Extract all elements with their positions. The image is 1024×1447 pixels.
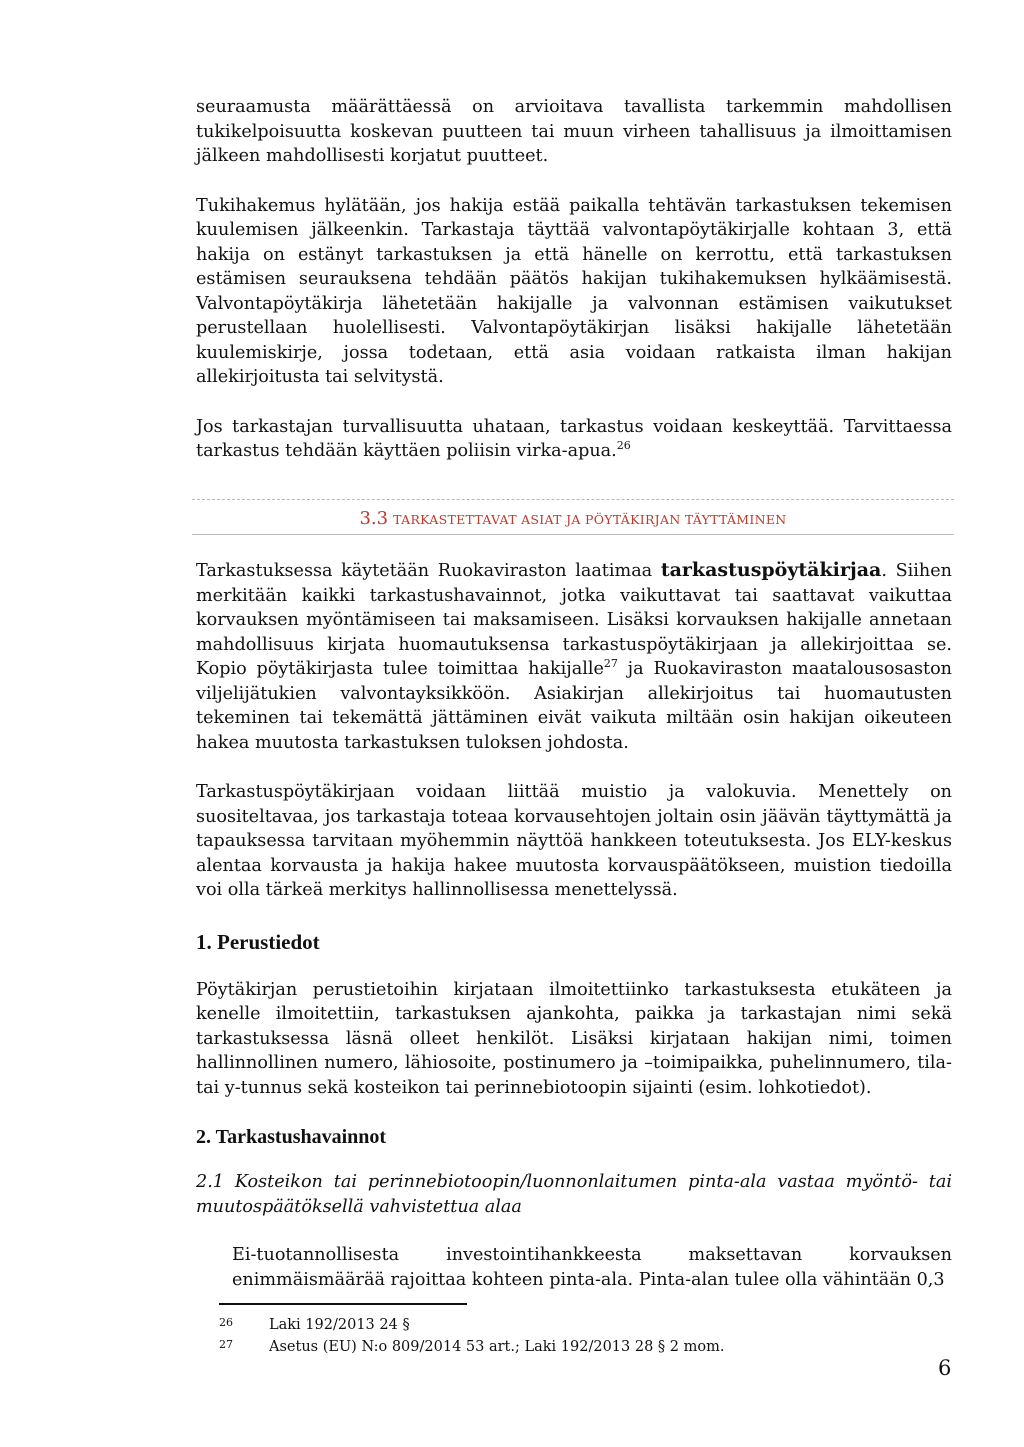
footnote-text: Laki 192/2013 24 §: [269, 1317, 410, 1333]
section-number: 3.3: [359, 508, 389, 529]
paragraph-4-text-c: ja Ruokaviraston maatalousosaston viljelijätukien valvontayksikköön. Asiakirjan allekirjoitus tai huomautusten tekeminen tai tekemättä jättäminen eivät vaikuta miltään osin hakijan oikeuteen hakea muutosta tarkastuksen tuloksen johdosta.: [196, 659, 952, 753]
paragraph-4-text-a: Tarkastuksessa käytetään Ruokaviraston laatimaa: [196, 561, 661, 581]
subheading-2-1: 2.1 Kosteikon tai perinnebiotoopin/luonnonlaitumen pinta-ala vastaa myöntö- tai muutospäätöksellä vahvistettua alaa: [196, 1172, 952, 1217]
paragraph-2: Tukihakemus hylätään, jos hakija estää paikalla tehtävän tarkastuksen tekemisen kuulemisen jälkeenkin. Tarkastaja täyttää valvontapöytäkirjalle kohtaan 3, että hakija on estänyt tarkastuksen ja että hänelle on kerrottu, että tarkastuksen estämisen seurauksena tehdään päätös hakijan tukihakemuksen hylkäämisestä. Valvontapöytäkirja lähetetään hakijalle ja valvonnan estämisen vaikutukset perustellaan huolellisesti. Valvontapöytäkirjan lisäksi hakijalle lähetetään kuulemiskirje, jossa todetaan, että asia voidaan ratkaista ilman hakijan allekirjoitusta tai selvitystä.: [196, 195, 952, 387]
paragraph-1: seuraamusta määrättäessä on arvioitava tavallista tarkemmin mahdollisen tukikelpoisuutta koskevan puutteen tai muun virheen tahallisuus ja ilmoittamisen jälkeen mahdollisesti korjatut puutteet.: [196, 97, 952, 166]
footnote-number: 26: [219, 1316, 233, 1329]
paragraph-6: Pöytäkirjan perustietoihin kirjataan ilmoitettiinko tarkastuksesta etukäteen ja kenelle ilmoitettiin, tarkastuksen ajankohta, paikka ja tarkastajan nimi sekä tarkastuksessa läsnä olleet henkilöt. Lisäksi kirjataan hakijan nimi, toimen hallinnollinen numero, lähiosoite, postinumero ja –toimipaikka, puhelinnumero, tila- tai y-tunnus sekä kosteikon tai perinnebiotoopin sijainti (esim. lohkotiedot).: [196, 979, 952, 1098]
section-title: TARKASTETTAVAT ASIAT JA PÖYTÄKIRJAN TÄYTTÄMINEN: [393, 512, 787, 527]
paragraph-3-text: Jos tarkastajan turvallisuutta uhataan, tarkastus voidaan keskeyttää. Tarvittaessa tarkastus tehdään käyttäen poliisin virka-apua.: [196, 416, 952, 461]
heading-tarkastushavainnot: 2. Tarkastushavainnot: [196, 1126, 387, 1148]
paragraph-4-text-b: . Siihen merkitään kaikki tarkastushavainnot, jotka vaikuttavat tai saattavat vaikuttaa korvauksen myöntämiseen tai maksamiseen. Lisäksi korvauksen hakijalle annetaan mahdollisuus kirjata huomautuksensa tarkastuspöytäkirjaan ja allekirjoittaa se. Kopio pöytäkirjasta tulee toimittaa hakijalle: [196, 561, 952, 679]
footnote-ref-27[interactable]: 27: [603, 657, 618, 670]
footnote-divider: [219, 1303, 467, 1305]
footnote-26: [219, 1314, 724, 1336]
heading-perustiedot: 1. Perustiedot: [196, 929, 320, 954]
footnote-ref-26[interactable]: 26: [616, 439, 631, 452]
paragraph-7: Ei-tuotannollisesta investointihankkeesta maksettavan korvauksen enimmäismäärää rajoittaa kohteen pinta-ala. Pinta-alan tulee olla vähintään 0,3: [232, 1245, 952, 1290]
paragraph-4-bold-term: tarkastuspöytäkirjaa: [660, 559, 882, 581]
footnote-number: 27: [219, 1338, 233, 1351]
paragraph-4: [196, 558, 952, 755]
paragraph-3: [196, 415, 952, 464]
footnote-text: Asetus (EU) N:o 809/2014 53 art.; Laki 192/2013 28 § 2 mom.: [269, 1339, 725, 1355]
footnote-27: [219, 1336, 724, 1358]
page-content-lower: [196, 558, 952, 1292]
paragraph-5: Tarkastuspöytäkirjaan voidaan liittää muistio ja valokuvia. Menettely on suositeltavaa, jos tarkastaja toteaa korvausehtojen joltain osin jäävän täyttymättä ja tapauksessa tarvitaan myöhemmin näyttöä hankkeen toteutuksesta. Jos ELY-keskus alentaa korvausta ja hakija hakee muutosta korvauspäätökseen, muistion tiedoilla voi olla tärkeä merkitys hallinnollisessa menettelyssä.: [196, 782, 952, 900]
footnotes: [219, 1314, 724, 1358]
page-content: [196, 95, 952, 464]
page-number: 6: [938, 1356, 952, 1380]
section-heading: [192, 499, 954, 535]
